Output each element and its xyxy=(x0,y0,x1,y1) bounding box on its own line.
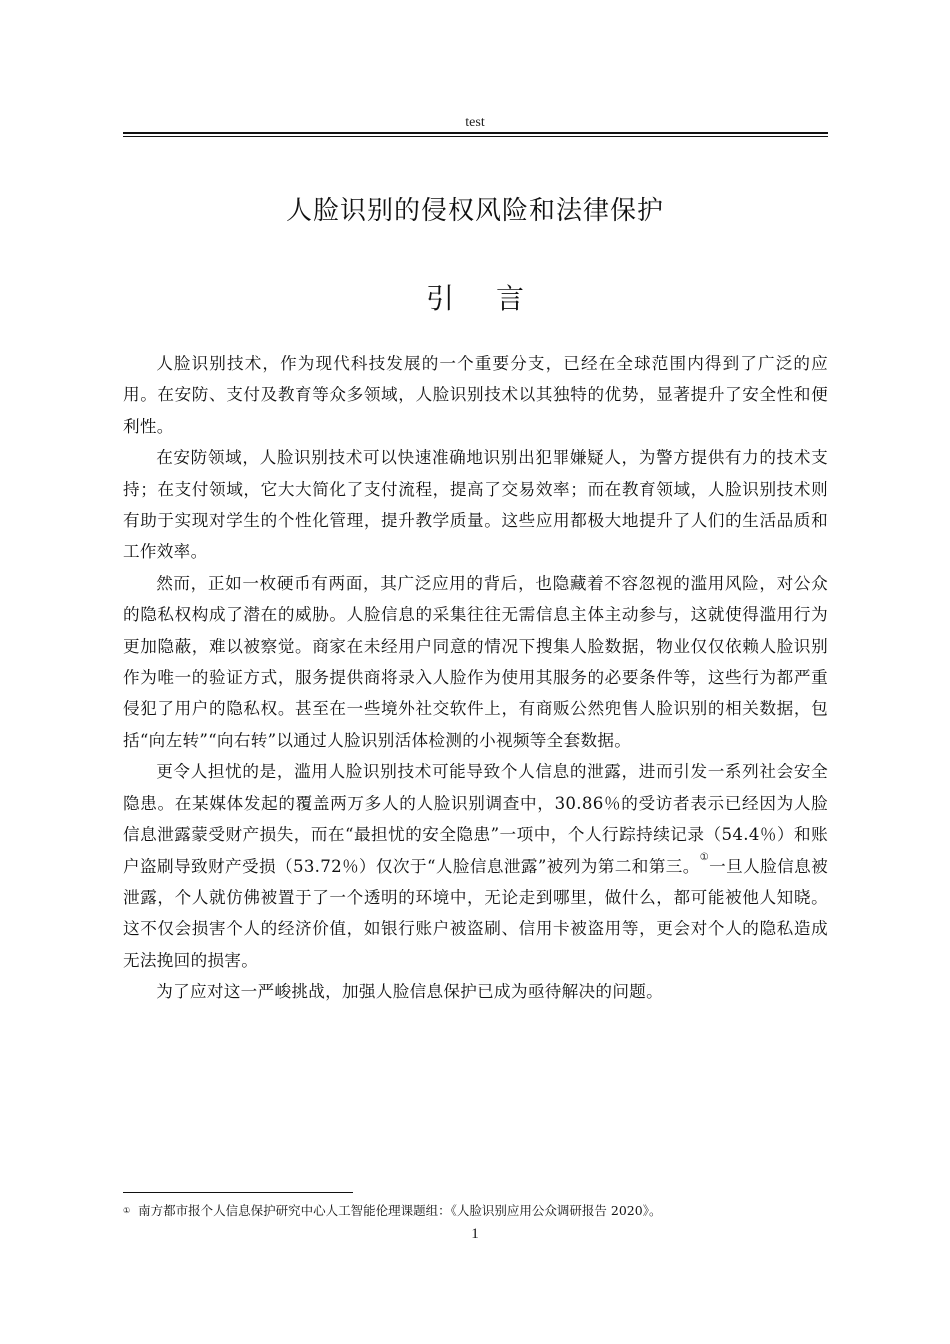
footnote-reference[interactable]: ① xyxy=(699,851,710,863)
footnote-mark: ① xyxy=(123,1206,131,1215)
paragraph-2: 在安防领域，人脸识别技术可以快速准确地识别出犯罪嫌疑人，为警方提供有力的技术支持；在支付领域，它大大简化了支付流程，提高了交易效率；而在教育领域，人脸识别技术则有助于实现对学生的个性化管理，提升教学质量。这些应用都极大地提升了人们的生活品质和工作效率。 xyxy=(123,448,828,562)
paragraph-4-part-1: 更令人担忧的是，滥用人脸识别技术可能导致个人信息的泄露，进而引发一系列社会安全隐患。在某媒体发起的覆盖两万多人的人脸识别调查中，30.86％的受访者表示已经因为人脸信息泄露蒙受财产损失，而在“最担忧的安全隐患”一项中，个人行踪持续记录（54.4％）和账户盗刷导致财产受损（53.72％）仅次于“人脸信息泄露”被列为第二和第三。 xyxy=(123,762,828,876)
header-rule-thick xyxy=(123,132,828,134)
footnote xyxy=(123,1203,828,1219)
document-title: 人脸识别的侵权风险和法律保护 xyxy=(285,196,664,226)
footnote-separator xyxy=(123,1192,353,1193)
header-rule-thin xyxy=(123,136,828,137)
paragraph-4-part-2: 一旦人脸信息被泄露，个人就仿佛被置于了一个透明的环境中，无论走到哪里，做什么，都可能被他人知晓。这不仅会损害个人的经济价值，如银行账户被盗刷、信用卡被盗用等，更会对个人的隐私造成无法挽回的损害。 xyxy=(123,856,828,970)
section-heading-char-2: 言 xyxy=(496,282,525,315)
paragraph-1: 人脸识别技术，作为现代科技发展的一个重要分支，已经在全球范围内得到了广泛的应用。在安防、支付及教育等众多领域，人脸识别技术以其独特的优势，显著提升了安全性和便利性。 xyxy=(123,354,828,436)
page-header-text: test xyxy=(465,115,485,130)
paragraph-5: 为了应对这一严峻挑战，加强人脸信息保护已成为亟待解决的问题。 xyxy=(156,982,663,1002)
paragraph-3: 然而，正如一枚硬币有两面，其广泛应用的背后，也隐藏着不容忽视的滥用风险，对公众的隐私权构成了潜在的威胁。人脸信息的采集往往无需信息主体主动参与，这就使得滥用行为更加隐蔽，难以被察觉。商家在未经用户同意的情况下搜集人脸数据，物业仅仅依赖人脸识别作为唯一的验证方式，服务提供商将录入人脸作为使用其服务的必要条件等，这些行为都严重侵犯了用户的隐私权。甚至在一些境外社交软件上，有商贩公然兜售人脸识别的相关数据，包括“向左转”“向右转”以通过人脸识别活体检测的小视频等全套数据。 xyxy=(123,573,828,750)
footnote-text: 南方都市报个人信息保护研究中心人工智能伦理课题组：《人脸识别应用公众调研报告 2020》。 xyxy=(138,1203,662,1218)
section-heading xyxy=(0,277,950,317)
body-text xyxy=(123,348,828,1008)
section-heading-char-1: 引 xyxy=(425,282,454,315)
paragraph-4 xyxy=(123,756,828,976)
page-number: 1 xyxy=(471,1226,479,1242)
